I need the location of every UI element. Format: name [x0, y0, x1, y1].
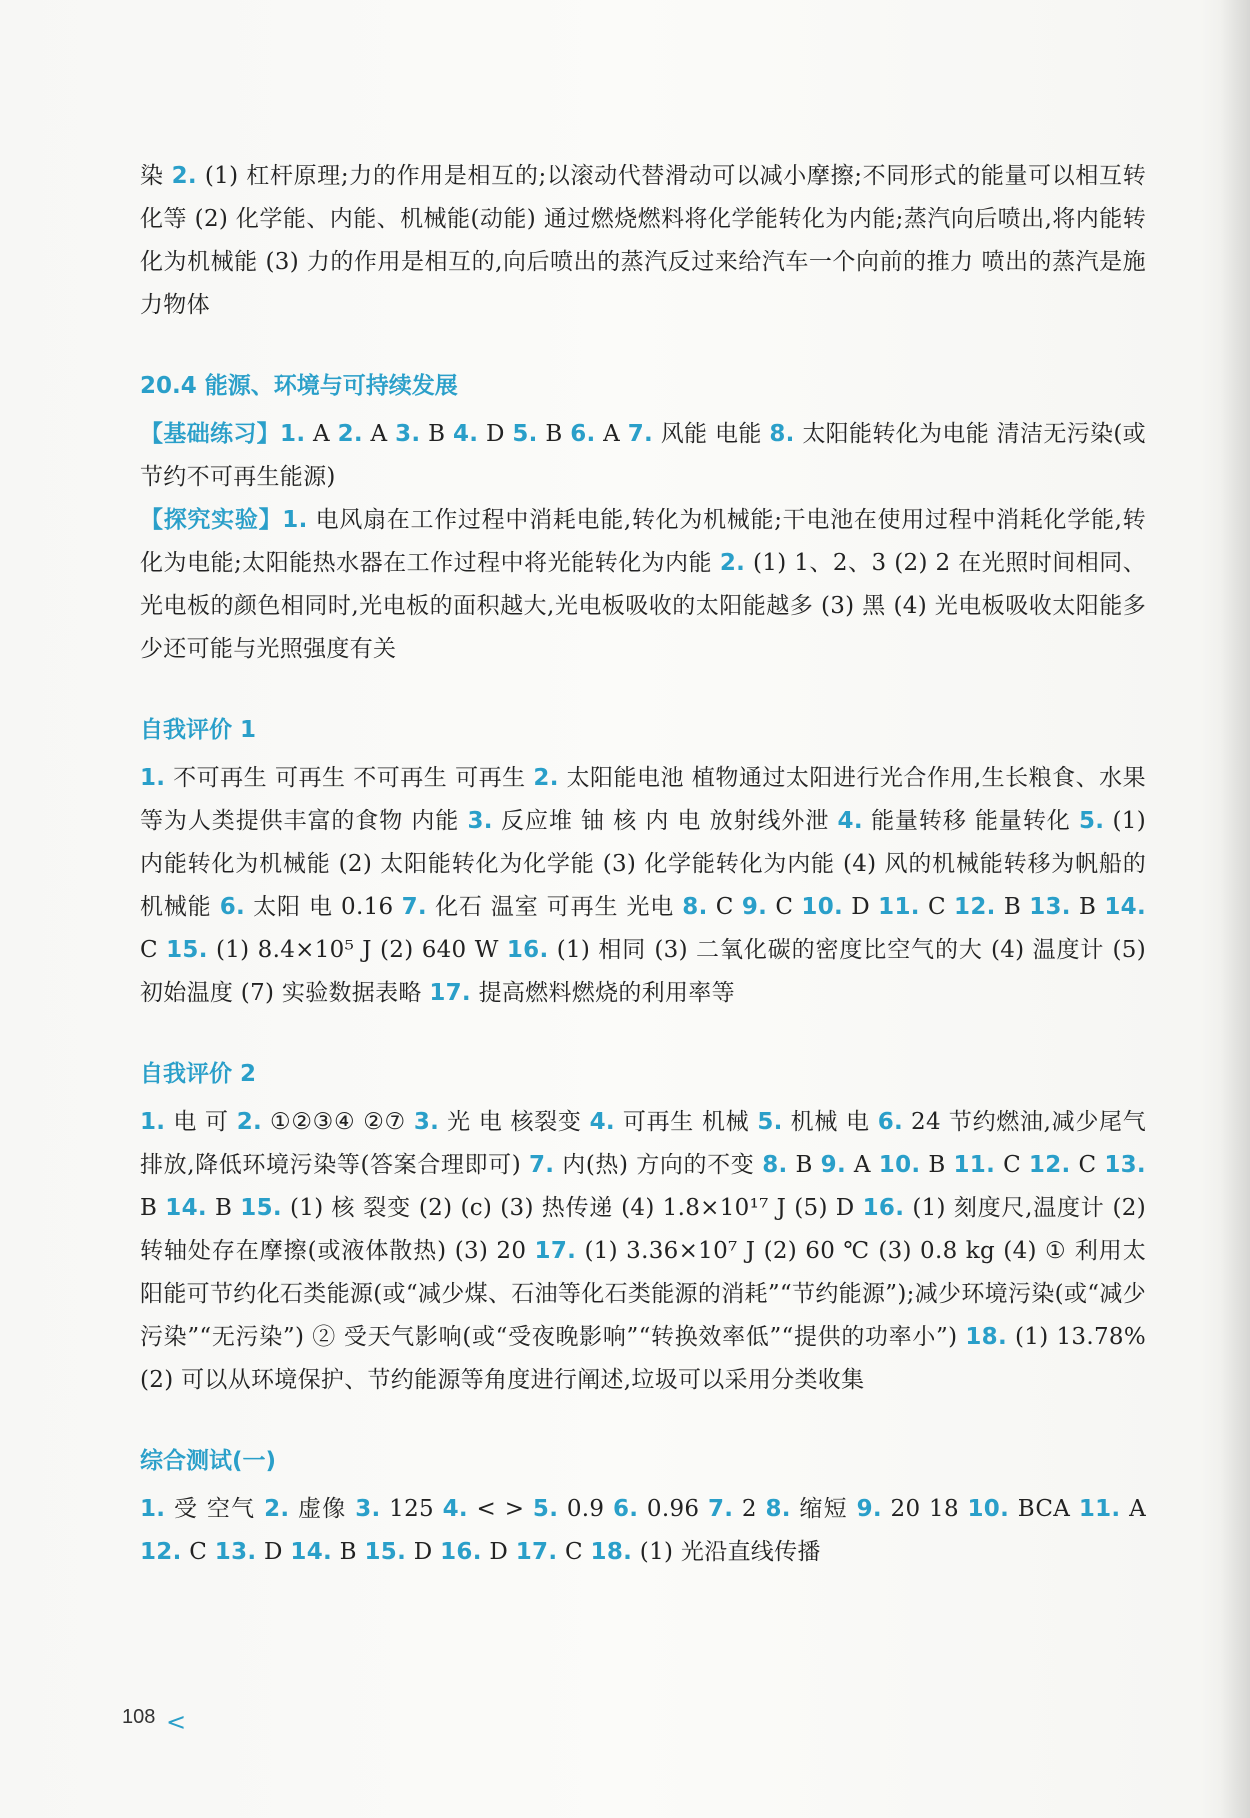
answer-text: C [140, 937, 167, 963]
answer-text: 受 空气 [165, 1496, 265, 1522]
answer-text: C [1070, 1152, 1105, 1178]
question-number: 18. [590, 1539, 633, 1565]
page-number: 108 [122, 1706, 156, 1728]
question-number: 4. [837, 808, 863, 834]
question-number: 1. [280, 421, 306, 447]
answer-text: (1) 13.78% (2) 可以从环境保护、节约能源等角度进行阐述,垃圾可以采用分类收集 [140, 1324, 1146, 1393]
answer-paragraph [140, 155, 1146, 327]
answer-paragraph [140, 757, 1146, 1015]
answer-text: (1) 核 裂变 (2) (c) (3) 热传递 (4) 1.8×10¹⁷ J (5) D [281, 1195, 863, 1221]
answer-text: ①②③④ ②⑦ [262, 1109, 414, 1135]
question-number: 13. [1029, 894, 1071, 920]
answer-text: (1) 3.36×10⁷ J (2) 60 ℃ (3) 0.8 kg (4) ① 利用太阳能可节约化石类能源(或“减少煤、石油等化石类能源的消耗”“节约能源”);减少环境污染(或“减少污染”“无污染”) ② 受天气影响(或“受夜晚影响”“转换效率低”“提供的功率小”) [140, 1238, 1147, 1350]
question-number: 12. [140, 1539, 182, 1565]
question-number: 5. [757, 1109, 783, 1135]
section-heading: 自我评价 2 [140, 1061, 257, 1087]
question-number: 16. [506, 937, 549, 963]
answer-section [140, 371, 1146, 671]
answer-text: 电风扇在工作过程中消耗电能,转化为机械能;干电池在使用过程中消耗化学能,转化为电能;太阳能热水器在工作过程中将光能转化为内能 [140, 507, 1146, 576]
answer-text: 24 节约燃油,减少尾气排放,降低环境污染等(答案合理即可) [140, 1109, 1146, 1178]
answer-text: 太阳 电 0.16 [245, 894, 402, 920]
question-number: 8. [762, 1152, 788, 1178]
page-mark-icon: < [166, 1708, 187, 1736]
question-number: 1. [140, 1109, 166, 1135]
answer-text: 染 [140, 163, 172, 189]
question-number: 1. [140, 1496, 166, 1522]
answer-text: A [846, 1152, 879, 1178]
answer-text: 化石 温室 可再生 光电 [426, 894, 683, 920]
question-number: 8. [682, 894, 708, 920]
answer-text: C [181, 1539, 215, 1565]
question-number: 12. [1028, 1152, 1071, 1178]
answer-text: (1) 内能转化为机械能 (2) 太阳能转化为化学能 (3) 化学能转化为内能 (4) 风的机械能转移为帆船的机械能 [140, 808, 1146, 920]
question-number: 8. [765, 1496, 791, 1522]
answer-text: D [406, 1539, 441, 1565]
question-number: 12. [954, 894, 996, 920]
question-number: 9. [856, 1496, 882, 1522]
question-number: 6. [219, 894, 246, 920]
answer-text: B [420, 421, 453, 447]
answer-text: (1) 杠杆原理;力的作用是相互的;以滚动代替滑动可以减小摩擦;不同形式的能量可以相互转化等 (2) 化学能、内能、机械能(动能) 通过燃烧燃料将化学能转化为内能;蒸汽向后喷出,将内能转化为机械能 (3) 力的作用是相互的,向后喷出的蒸汽反过来给汽车一个向前的推力 喷出的蒸汽是施力物体 [140, 163, 1146, 318]
answer-section [140, 715, 1146, 1015]
question-number: 15. [166, 937, 208, 963]
answer-text: 内(热) 方向的不变 [554, 1152, 763, 1178]
question-number: 2. [171, 163, 197, 189]
question-number: 3. [355, 1496, 381, 1522]
answer-text: 0.96 [638, 1496, 708, 1522]
answer-text: B [995, 894, 1030, 920]
answer-text: 20 18 [881, 1496, 968, 1522]
question-number: 4. [589, 1109, 615, 1135]
answer-text: B [206, 1195, 241, 1221]
answer-text: (1) 相同 (3) 二氧化碳的密度比空气的大 (4) 温度计 (5) 初始温度 (7) 实验数据表略 [140, 937, 1146, 1006]
answer-text: 风能 电能 [653, 421, 770, 447]
answer-text: 反应堆 铀 核 内 电 放射线外泄 [492, 808, 838, 834]
answer-text: A [595, 421, 628, 447]
answer-text: 能量转移 能量转化 [862, 808, 1079, 834]
question-number: 2. [533, 765, 559, 791]
question-number: 15. [364, 1539, 407, 1565]
answer-section [140, 1059, 1146, 1402]
answer-text: A [1120, 1496, 1146, 1522]
answer-text: B [1070, 894, 1105, 920]
question-number: 10. [967, 1496, 1010, 1522]
section-heading: 20.4 能源、环境与可持续发展 [140, 373, 458, 399]
question-number: 11. [953, 1152, 996, 1178]
answer-text: (1) 1、2、3 (2) 2 在光照时间相同、光电板的颜色相同时,光电板的面积越大,光电板吸收的太阳能越多 (3) 黑 (4) 光电板吸收太阳能多少还可能与光照强度有关 [140, 550, 1146, 662]
question-number: 6. [570, 421, 596, 447]
exercise-tag: 【探究实验】 [140, 507, 283, 533]
question-number: 11. [878, 894, 920, 920]
question-number: 11. [1078, 1496, 1121, 1522]
question-number: 6. [877, 1109, 904, 1135]
answer-text: C [919, 894, 955, 920]
question-number: 14. [1104, 894, 1147, 920]
answer-text: B [920, 1152, 954, 1178]
answer-text: (1) 光沿直线传播 [632, 1539, 821, 1565]
answer-paragraph [140, 413, 1146, 499]
answer-text: BCA [1009, 1496, 1079, 1522]
answer-text: (1) 刻度尺,温度计 (2) 转轴处存在摩擦(或液体散热) (3) 20 [140, 1195, 1146, 1264]
question-number: 10. [801, 894, 844, 920]
question-number: 2. [337, 421, 363, 447]
question-number: 8. [769, 421, 795, 447]
question-number: 5. [512, 421, 538, 447]
answer-text: (1) 8.4×10⁵ J (2) 640 W [207, 937, 507, 963]
answer-text: 2 [733, 1496, 766, 1522]
question-number: 7. [627, 421, 654, 447]
answer-paragraph [140, 1488, 1146, 1574]
answer-text: 机械 电 [782, 1109, 878, 1135]
answer-text: 不可再生 可再生 不可再生 可再生 [165, 765, 534, 791]
answer-text: C [707, 894, 742, 920]
question-number: 15. [240, 1195, 282, 1221]
answer-text: C [995, 1152, 1029, 1178]
question-number: 7. [528, 1152, 555, 1178]
question-number: 9. [741, 894, 768, 920]
answer-text: B [787, 1152, 821, 1178]
answer-text: 0.9 [558, 1496, 613, 1522]
question-number: 2. [264, 1496, 290, 1522]
answer-text: C [767, 894, 802, 920]
answer-text: B [332, 1539, 365, 1565]
question-number: 17. [429, 980, 471, 1006]
question-number: 5. [1078, 808, 1105, 834]
answer-text: 提高燃料燃烧的利用率等 [470, 980, 735, 1006]
question-number: 5. [532, 1496, 559, 1522]
question-number: 10. [878, 1152, 921, 1178]
question-number: 2. [236, 1109, 263, 1135]
answer-text: C [557, 1539, 591, 1565]
exercise-tag: 【基础练习】 [140, 421, 281, 447]
answer-text: D [256, 1539, 291, 1565]
answer-text: 太阳能电池 植物通过太阳进行光合作用,生长粮食、水果等为人类提供丰富的食物 内能 [140, 765, 1146, 834]
question-number: 3. [467, 808, 493, 834]
question-number: 13. [1104, 1152, 1146, 1178]
answer-text: 可再生 机械 [614, 1109, 758, 1135]
answer-text: < > [467, 1496, 533, 1522]
answer-text: D [843, 894, 879, 920]
answer-text: A [305, 421, 338, 447]
question-number: 17. [534, 1238, 577, 1264]
section-heading: 综合测试(一) [140, 1448, 277, 1474]
question-number: 4. [452, 421, 479, 447]
answer-paragraph [140, 1101, 1146, 1402]
answer-text: D [478, 421, 513, 447]
answer-text: 太阳能转化为电能 清洁无污染(或节约不可再生能源) [140, 421, 1146, 490]
question-number: 6. [612, 1496, 639, 1522]
question-number: 1. [282, 507, 308, 533]
question-number: 1. [140, 765, 166, 791]
answer-text: 缩短 [790, 1496, 857, 1522]
answer-text: 电 可 [165, 1109, 237, 1135]
question-number: 16. [440, 1539, 482, 1565]
question-number: 14. [290, 1539, 333, 1565]
question-number: 18. [965, 1324, 1008, 1350]
question-number: 3. [395, 421, 421, 447]
answer-text: B [140, 1195, 166, 1221]
answer-text: 125 [380, 1496, 443, 1522]
question-number: 4. [442, 1496, 468, 1522]
answer-content [140, 155, 1146, 1618]
section-heading: 自我评价 1 [140, 717, 257, 743]
answer-text: B [537, 421, 571, 447]
question-number: 17. [515, 1539, 558, 1565]
question-number: 16. [862, 1195, 905, 1221]
page-edge-shadow [1220, 0, 1250, 1818]
question-number: 9. [820, 1152, 846, 1178]
answer-text: A [362, 421, 396, 447]
question-number: 2. [719, 550, 746, 576]
question-number: 7. [707, 1496, 734, 1522]
question-number: 13. [214, 1539, 257, 1565]
answer-paragraph [140, 499, 1146, 671]
answer-section [140, 155, 1146, 327]
answer-text: D [481, 1539, 516, 1565]
answer-text: 光 电 核裂变 [439, 1109, 590, 1135]
answer-text: 虚像 [289, 1496, 356, 1522]
question-number: 14. [165, 1195, 207, 1221]
question-number: 3. [413, 1109, 440, 1135]
answer-section [140, 1446, 1146, 1574]
question-number: 7. [401, 894, 427, 920]
